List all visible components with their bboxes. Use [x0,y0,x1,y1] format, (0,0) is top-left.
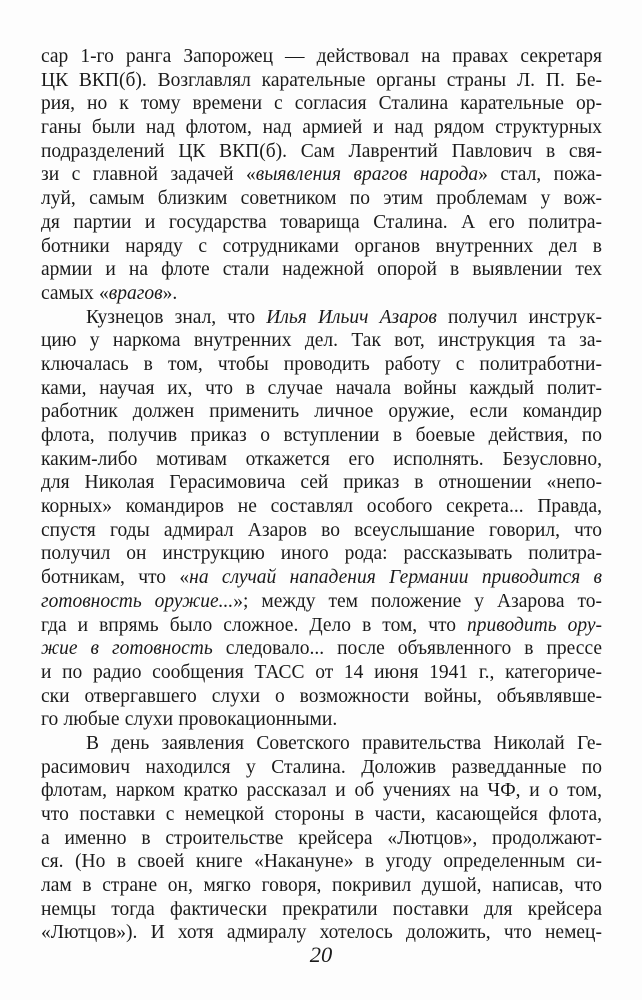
text-segment: флотам, нарком кратко рассказал и об учениях на ЧФ, и о том, [41,780,602,802]
text-segment: ками, научая их, что в случае начала войны каждый полит- [41,377,602,399]
text-line [41,708,602,732]
text-line [41,235,602,259]
text-line [41,69,602,93]
text-line [41,92,602,116]
text-segment: гда и впрямь было сложное. Дело в том, что [41,614,468,636]
text-line [41,163,602,187]
text-segment: для Николая Герасимовича сей приказ в отношении «непо- [41,472,602,494]
text-line [41,495,602,519]
text-segment: флота, получив приказ о вступлении в боевые действия, по [41,425,602,446]
text-segment: В день заявления Советского правительства Николай Ге- [86,732,602,754]
text-segment: ». [162,282,178,304]
text-line [41,140,602,164]
text-line [41,282,602,306]
italic-text-segment: готовность оружие... [41,590,234,612]
text-segment: немцы тогда фактически прекратили поставки для крейсера [41,898,602,920]
text-line [41,850,602,874]
text-line [41,187,602,211]
text-block [41,45,602,945]
italic-text-segment: жие в готовность [41,638,213,660]
paragraph [41,306,602,732]
page-number: 20 [309,942,333,967]
text-line [41,306,602,330]
text-line [41,685,602,709]
text-line [41,779,602,803]
text-line [41,353,602,377]
text-segment: ганы были над флотом, над армией и над рядом структурных [41,117,602,139]
text-line [41,519,602,543]
italic-text-segment: на случай нападения Германии приводится в [189,567,602,589]
text-line [41,566,602,590]
text-line [41,542,602,566]
text-line [41,827,602,851]
text-segment: го любые слухи провокационными. [41,709,338,731]
text-line [41,732,602,756]
text-segment: ся. (Но в своей книге «Накануне» в угоду определенным си- [41,851,602,873]
text-line [41,116,602,140]
text-line [41,448,602,472]
text-line [41,45,602,69]
text-line [41,756,602,780]
text-line [41,424,602,448]
italic-text-segment: приводить ору- [467,614,602,636]
text-line [41,637,602,661]
text-line [41,614,602,638]
text-segment: дя партии и государства товарища Сталина. А его политра- [41,211,602,233]
text-line [41,329,602,353]
text-line [41,803,602,827]
text-segment: ботникам, что « [41,567,190,589]
text-segment: и по радио сообщения ТАСС от 14 июня 1941 г., категориче- [41,661,602,683]
text-segment: самых « [41,282,109,304]
text-segment: спустя годы адмирал Азаров во всеуслышание говорил, что [41,519,602,541]
text-line [41,258,602,282]
text-segment: ски отвергавшего слухи о возможности войны, объявлявше- [41,685,602,707]
text-segment: ключалась в том, чтобы проводить работу с политработни- [41,353,602,375]
text-segment: »; между тем положение у Азарова то- [233,590,602,612]
text-segment: следовало... после объявленного в прессе [212,638,602,660]
text-segment: корных» командиров не составлял особого секрета... Правда, [41,496,602,518]
text-segment: рия, но к тому времени с согласия Сталина карательные ор- [41,93,602,115]
text-segment: что поставки с немецкой стороны в части, касающейся флота, [41,804,602,825]
text-line [41,211,602,235]
text-segment: зи с главной задачей « [41,164,256,186]
text-segment: луй, самым близким советником по этим проблемам у вож- [41,188,602,210]
text-line [41,590,602,614]
paragraph [41,732,602,945]
italic-text-segment: выявления врагов народа [255,164,479,186]
italic-text-segment: Илья Ильич Азаров [266,306,437,328]
text-segment: расимович находился у Сталина. Доложив разведданные по [41,756,602,778]
text-segment: ЦК ВКП(б). Возглавлял карательные органы страны Л. П. Бе- [41,69,602,91]
paragraph [41,45,602,306]
text-segment: ботники наряду с сотрудниками органов внутренних дел в [41,235,602,257]
text-segment: «Лютцов»). И хотя адмиралу хотелось доложить, что немец- [41,922,602,944]
text-segment: цию у наркома внутренних дел. Так вот, инструкция та за- [41,330,602,352]
italic-text-segment: врагов [108,282,163,304]
text-segment: » стал, пожа- [478,164,602,186]
text-segment: подразделений ЦК ВКП(б). Сам Лаврентий Павлович в свя- [41,140,602,162]
text-line [41,874,602,898]
text-line [41,471,602,495]
text-segment: получил он инструкцию иного рода: рассказывать политра- [41,543,602,565]
text-segment: каким-либо мотивам откажется его исполнять. Безусловно, [41,448,602,470]
text-line [41,898,602,922]
text-segment: работник должен применить личное оружие, если командир [41,401,602,423]
text-line [41,400,602,424]
text-segment: армии и на флоте стали надежной опорой в выявлении тех [41,259,602,281]
text-segment: лам в стране он, мягко говоря, покривил душой, написав, что [41,875,602,897]
text-segment: получил инструк- [436,306,602,328]
text-segment: а именно в строительстве крейсера «Лютцов», продолжают- [41,827,602,849]
text-line [41,377,602,401]
text-line [41,661,602,685]
text-segment: Кузнецов знал, что [86,306,267,328]
text-segment: сар 1-го ранга Запорожец — действовал на правах секретаря [41,46,602,67]
